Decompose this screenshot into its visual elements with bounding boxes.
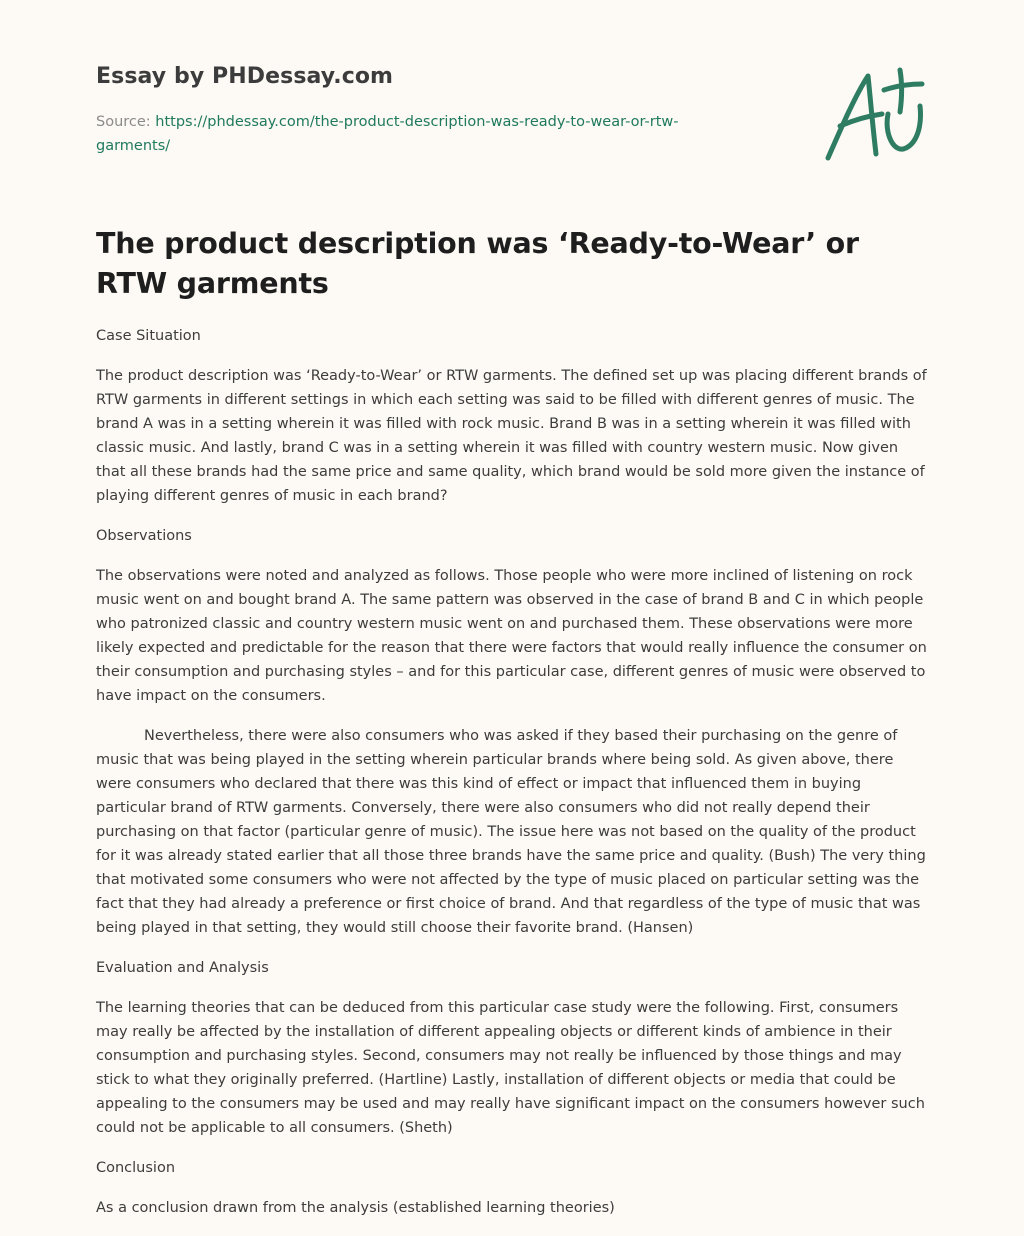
source-link[interactable]: https://phdessay.com/the-product-description-was-ready-to-wear-or-rtw-garments/ (96, 114, 679, 154)
essay-title: The product description was ‘Ready-to-Wear’ or RTW garments (96, 227, 859, 300)
section-heading: Observations (96, 528, 192, 544)
site-name: Essay by PHDessay.com (96, 64, 394, 89)
section-heading: Case Situation (96, 328, 201, 344)
essay-paragraph: As a conclusion drawn from the analysis (established learning theories) (96, 1200, 615, 1216)
section-heading: Evaluation and Analysis (96, 960, 269, 976)
essay-body (96, 324, 928, 1236)
source-line (96, 110, 736, 158)
essay-paragraph: The learning theories that can be deduced from this particular case study were the following. First, consumers may really be affected by the installation of different appealing objects or different kinds of ambience in their consumption and purchasing styles. Second, consumers may not really be influenced by those things and may stick to what they originally preferred. (Hartline) Lastly, installation of different objects or media that could be appealing to the consumers may be used and may really have significant impact on the consumers however such could not be applicable to all consumers. (Sheth) (96, 1000, 925, 1136)
essay-paragraph: Nevertheless, there were also consumers who was asked if they based their purchasing on the genre of music that was being played in the setting wherein particular brands where being sold. As given above, there were consumers who declared that there was this kind of effect or impact that influenced them in buying particular brand of RTW garments. Conversely, there were also consumers who did not really depend their purchasing on that factor (particular genre of music). The issue here was not based on the quality of the product for it was already stated earlier that all those three brands have the same price and quality. (Bush) The very thing that motivated some consumers who were not affected by the type of music placed on particular setting was the fact that they had already a preference or first choice of brand. And that regardless of the type of music that was being played in that setting, they would still choose their favorite brand. (Hansen) (96, 728, 926, 936)
a-plus-grade-icon (822, 64, 930, 168)
essay-paragraph: The product description was ‘Ready-to-Wear’ or RTW garments. The defined set up was placing different brands of RTW garments in different settings in which each setting was said to be filled with different genres of music. The brand A was in a setting wherein it was filled with rock music. Brand B was in a setting wherein it was filled with classic music. And lastly, brand C was in a setting wherein it was filled with country western music. Now given that all these brands had the same price and same quality, which brand would be sold more given the instance of playing different genres of music in each brand? (96, 368, 927, 504)
section-heading: Conclusion (96, 1160, 176, 1176)
essay-paragraph: The observations were noted and analyzed as follows. Those people who were more inclined of listening on rock music went on and bought brand A. The same pattern was observed in the case of brand B and C in which people who patronized classic and country western music went on and purchased them. These observations were more likely expected and predictable for the reason that there were factors that would really influence the consumer on their consumption and purchasing styles – and for this particular case, different genres of music were observed to have impact on the consumers. (96, 568, 927, 704)
source-label: Source: (96, 114, 156, 130)
